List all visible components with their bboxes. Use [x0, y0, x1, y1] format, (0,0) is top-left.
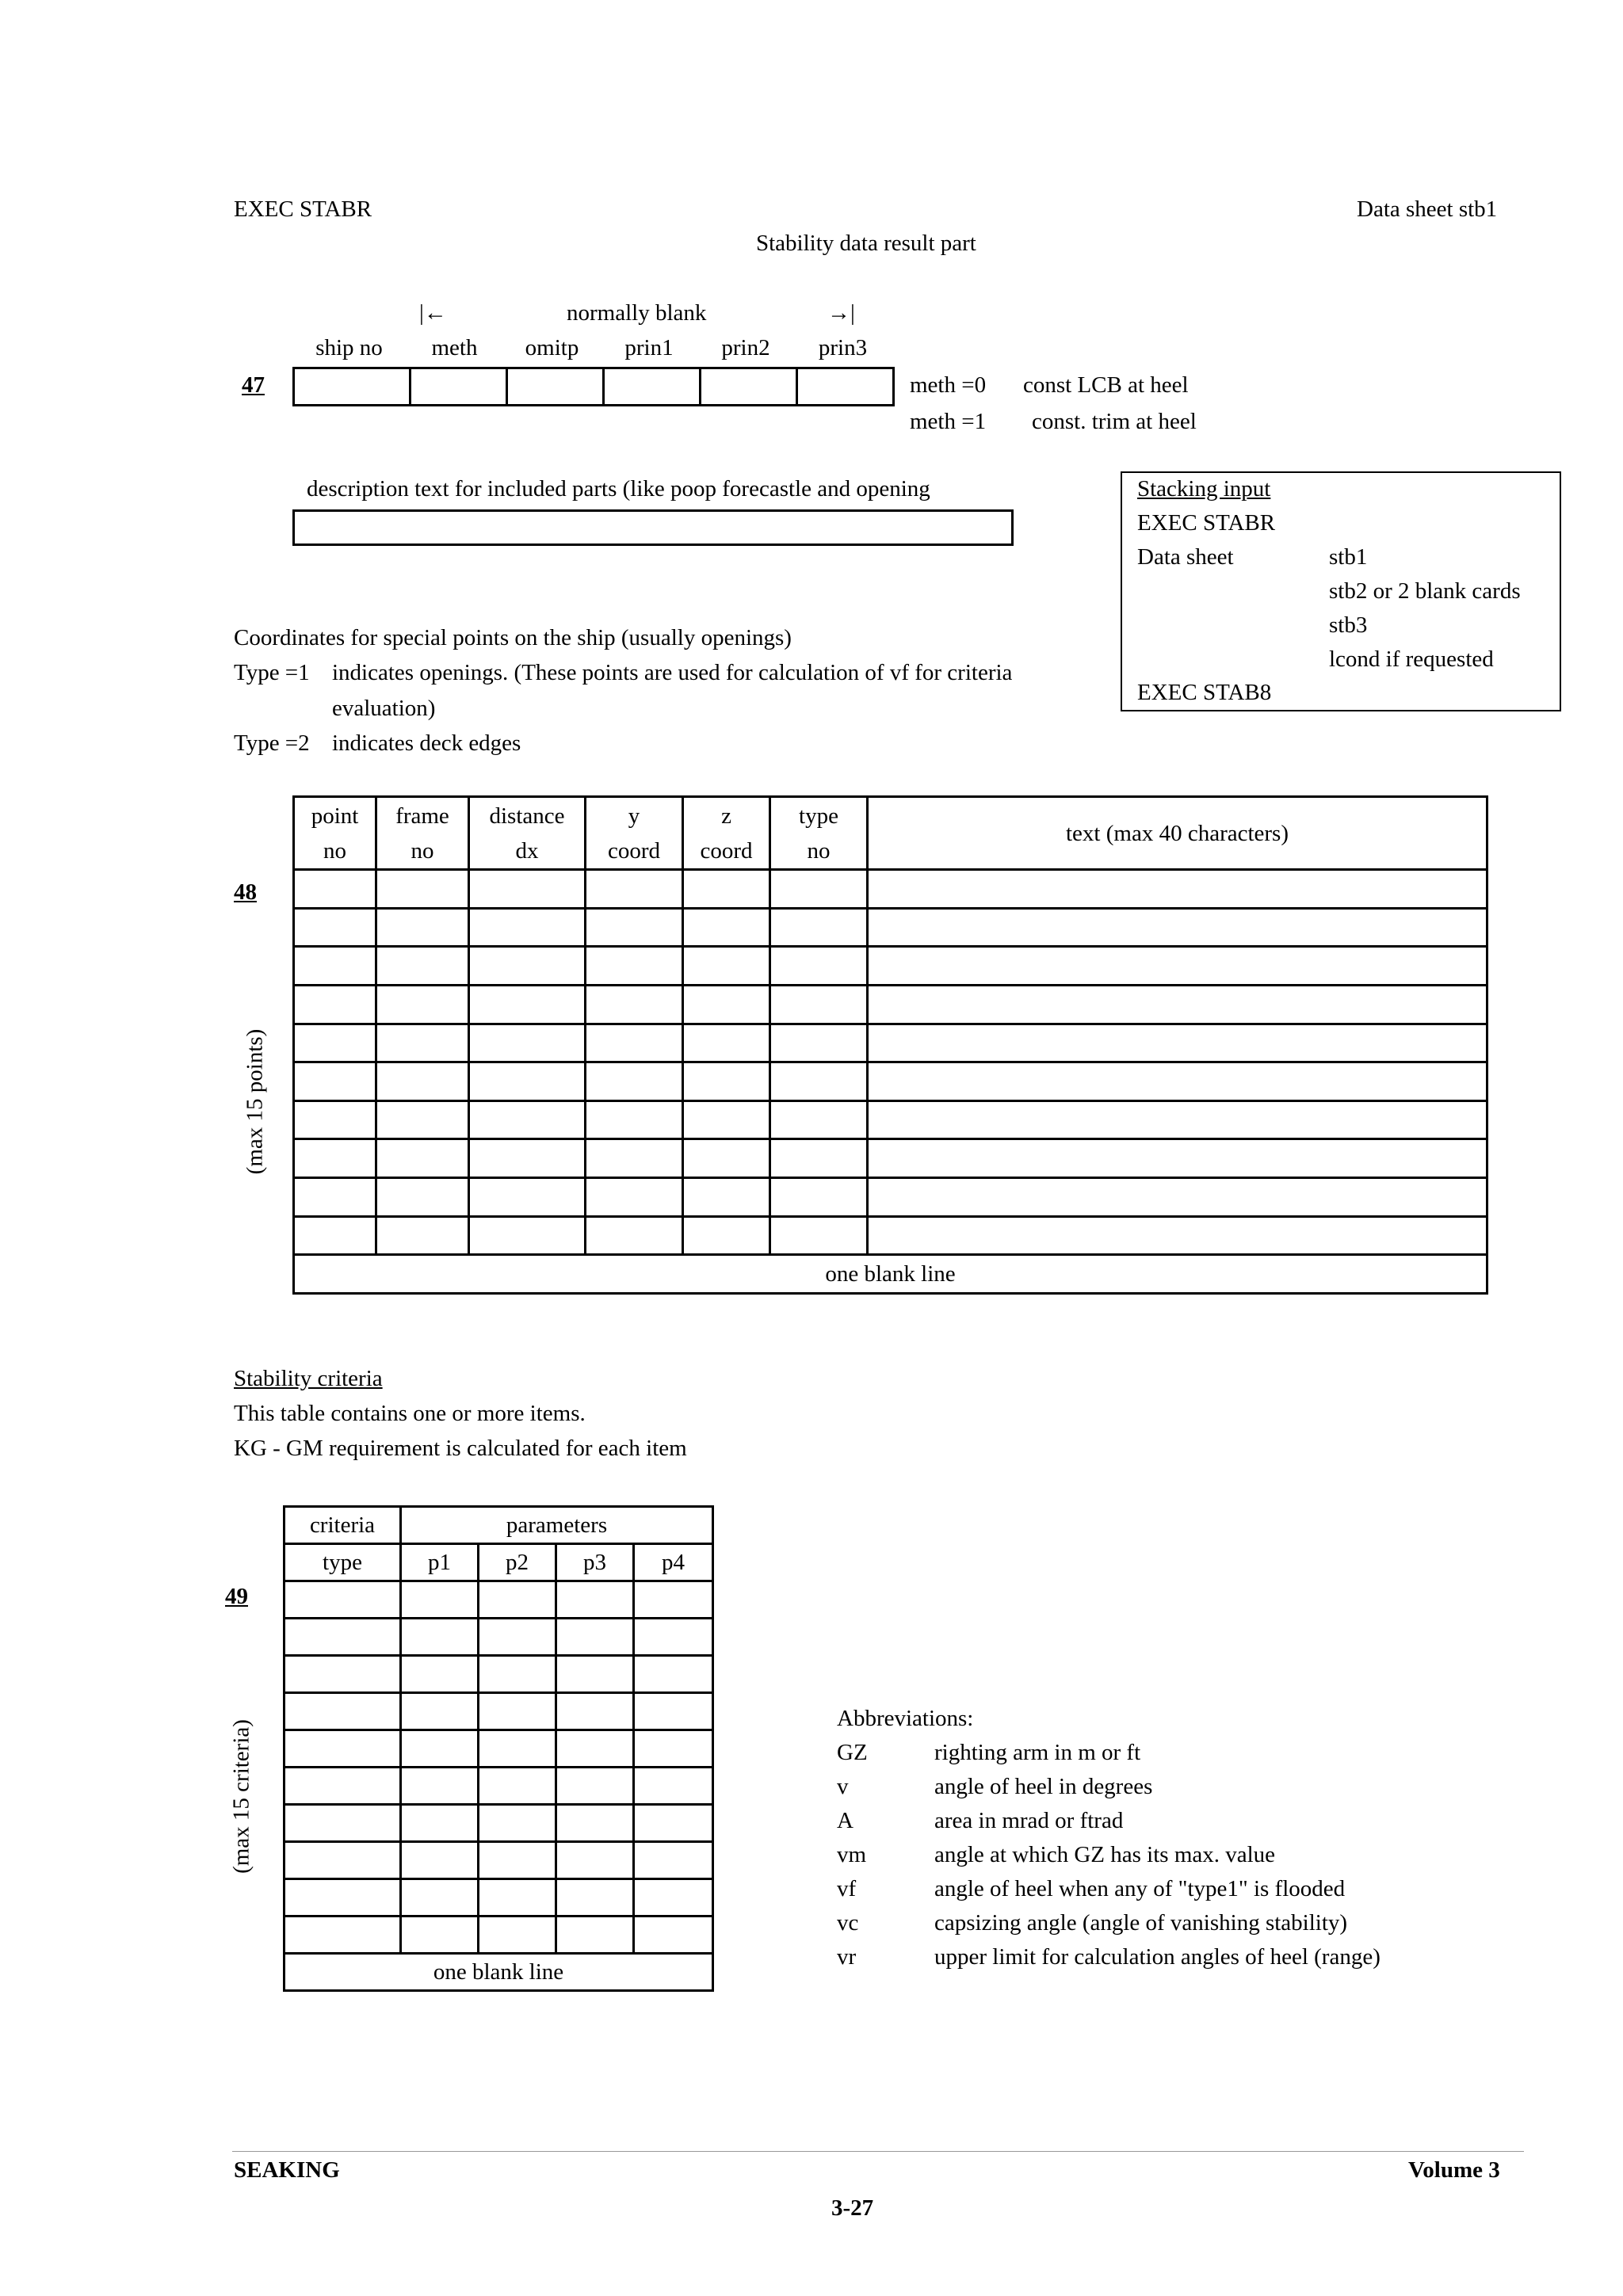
stacking-item: stb3: [1329, 612, 1368, 638]
header-parameters: parameters: [401, 1507, 713, 1544]
type1-key: Type =1: [234, 660, 310, 685]
input-cell[interactable]: [770, 986, 868, 1024]
footer-left: SEAKING: [234, 2157, 340, 2183]
description-label: description text for included parts (like poop forecastle and opening: [307, 476, 930, 502]
input-cell[interactable]: [868, 947, 1487, 986]
meth1-desc: const. trim at heel: [1032, 409, 1197, 434]
input-cell[interactable]: [294, 1178, 376, 1217]
input-cell[interactable]: [376, 908, 469, 947]
table-row: [294, 1216, 1487, 1255]
input-cell[interactable]: [556, 1917, 634, 1954]
input-cell[interactable]: [401, 1805, 479, 1842]
input-cell[interactable]: [479, 1879, 556, 1917]
input-cell[interactable]: [479, 1917, 556, 1954]
abbreviation-key: A: [837, 1808, 854, 1833]
input-cell[interactable]: [586, 1062, 683, 1101]
table-row: [285, 1619, 713, 1656]
header-p1: p1: [401, 1544, 479, 1581]
input-cell[interactable]: [401, 1730, 479, 1768]
input-cell[interactable]: [376, 1062, 469, 1101]
stacking-line1: EXEC STABR: [1137, 510, 1276, 536]
input-cell[interactable]: [285, 1619, 401, 1656]
input-cell[interactable]: [683, 986, 770, 1024]
input-cell[interactable]: [586, 1100, 683, 1139]
input-cell[interactable]: [479, 1619, 556, 1656]
input-cell[interactable]: [401, 1693, 479, 1730]
input-cell[interactable]: [683, 1062, 770, 1101]
input-cell[interactable]: [770, 1100, 868, 1139]
stacking-input-box: [1121, 471, 1561, 711]
input-cell[interactable]: [586, 1216, 683, 1255]
header-criteria: criteria: [285, 1507, 401, 1544]
input-cell[interactable]: [556, 1805, 634, 1842]
stacking-item: stb2 or 2 blank cards: [1329, 578, 1521, 604]
input-cell[interactable]: [294, 870, 376, 909]
input-cell[interactable]: [285, 1693, 401, 1730]
input-cell[interactable]: [479, 1805, 556, 1842]
input-cell[interactable]: [294, 1024, 376, 1062]
page-number: 3-27: [831, 2195, 874, 2221]
input-cell[interactable]: [586, 986, 683, 1024]
input-cell[interactable]: [376, 1139, 469, 1178]
table-row: [285, 1917, 713, 1954]
input-cell[interactable]: [285, 1842, 401, 1879]
meth0-desc: const LCB at heel: [1023, 372, 1189, 398]
card-number-47: 47: [242, 372, 265, 398]
input-cell[interactable]: [683, 870, 770, 909]
blank-line-48: one blank line: [294, 1255, 1487, 1294]
input-cell[interactable]: [683, 1100, 770, 1139]
arrow-left: |←: [419, 300, 447, 326]
table-row: [294, 1139, 1487, 1178]
abbreviation-desc: angle at which GZ has its max. value: [934, 1842, 1276, 1867]
table-row: [285, 1879, 713, 1917]
input-cell[interactable]: [634, 1879, 713, 1917]
field-omitp[interactable]: [507, 368, 604, 406]
input-cell[interactable]: [634, 1842, 713, 1879]
input-cell[interactable]: [376, 947, 469, 986]
input-cell[interactable]: [770, 1024, 868, 1062]
arrow-label: normally blank: [567, 300, 707, 326]
input-cell[interactable]: [294, 986, 376, 1024]
criteria-line2: KG - GM requirement is calculated for each item: [234, 1436, 687, 1461]
input-cell[interactable]: [285, 1879, 401, 1917]
input-cell[interactable]: [294, 1216, 376, 1255]
input-cell[interactable]: [556, 1768, 634, 1805]
input-cell[interactable]: [586, 1139, 683, 1178]
meth0-key: meth =0: [910, 372, 987, 398]
input-cell[interactable]: [556, 1693, 634, 1730]
card-number-49: 49: [225, 1584, 248, 1609]
input-cell[interactable]: [556, 1619, 634, 1656]
input-cell[interactable]: [556, 1842, 634, 1879]
abbreviation-key: vf: [837, 1876, 857, 1901]
stacking-item: stb1: [1329, 544, 1368, 570]
footer-divider: [232, 2151, 1524, 2152]
input-cell[interactable]: [770, 947, 868, 986]
field-ship-no[interactable]: [294, 368, 411, 406]
input-cell[interactable]: [634, 1730, 713, 1768]
input-cell[interactable]: [556, 1656, 634, 1693]
col-label-prin2: prin2: [721, 335, 770, 360]
input-cell[interactable]: [469, 1216, 586, 1255]
abbreviation-desc: angle of heel when any of "type1" is flooded: [934, 1876, 1346, 1901]
table-row: [294, 947, 1487, 986]
table-row: [294, 870, 1487, 909]
table-row: [285, 1842, 713, 1879]
input-cell[interactable]: [376, 1178, 469, 1217]
input-cell[interactable]: [294, 1100, 376, 1139]
input-cell[interactable]: [770, 908, 868, 947]
header-type: type: [285, 1544, 401, 1581]
field-prin2[interactable]: [701, 368, 797, 406]
card47-input-row: [292, 367, 895, 406]
type2-desc: indicates deck edges: [332, 730, 521, 756]
type1-cont: evaluation): [332, 696, 436, 721]
header-z-coord: z coord: [683, 797, 770, 870]
input-cell[interactable]: [868, 1024, 1487, 1062]
input-cell[interactable]: [469, 986, 586, 1024]
input-cell[interactable]: [770, 1139, 868, 1178]
abbreviation-desc: righting arm in m or ft: [934, 1740, 1141, 1765]
header-type-no: type no: [770, 797, 868, 870]
input-cell[interactable]: [868, 1139, 1487, 1178]
input-cell[interactable]: [469, 1139, 586, 1178]
col-label-prin1: prin1: [624, 335, 674, 360]
criteria-line1: This table contains one or more items.: [234, 1401, 586, 1426]
input-cell[interactable]: [401, 1656, 479, 1693]
card48-side-label: (max 15 points): [242, 1028, 268, 1175]
field-prin3[interactable]: [797, 368, 894, 406]
input-cell[interactable]: [868, 908, 1487, 947]
input-cell[interactable]: [479, 1730, 556, 1768]
table-row: [294, 1178, 1487, 1217]
table-row: [285, 1768, 713, 1805]
input-cell[interactable]: [868, 1062, 1487, 1101]
input-cell[interactable]: [479, 1693, 556, 1730]
table-row: [294, 908, 1487, 947]
input-cell[interactable]: [586, 870, 683, 909]
abbreviation-desc: capsizing angle (angle of vanishing stability): [934, 1910, 1348, 1936]
table-row: [294, 1100, 1487, 1139]
input-cell[interactable]: [376, 870, 469, 909]
card49-side-label: (max 15 criteria): [228, 1719, 254, 1874]
input-cell[interactable]: [294, 1062, 376, 1101]
abbreviation-desc: area in mrad or ftrad: [934, 1808, 1124, 1833]
input-cell[interactable]: [376, 1100, 469, 1139]
header-text: text (max 40 characters): [868, 797, 1487, 870]
table-row: [294, 1024, 1487, 1062]
header-p4: p4: [634, 1544, 713, 1581]
input-cell[interactable]: [868, 870, 1487, 909]
description-field[interactable]: [292, 509, 1014, 546]
input-cell[interactable]: [634, 1917, 713, 1954]
header-distance-dx: distance dx: [469, 797, 586, 870]
input-cell[interactable]: [469, 1062, 586, 1101]
table-row: [285, 1581, 713, 1619]
table-row: [294, 986, 1487, 1024]
abbreviation-key: vm: [837, 1842, 867, 1867]
abbreviation-desc: angle of heel in degrees: [934, 1774, 1153, 1799]
abbreviation-key: v: [837, 1774, 849, 1799]
field-meth[interactable]: [411, 368, 507, 406]
table-row: [285, 1730, 713, 1768]
input-cell[interactable]: [683, 1216, 770, 1255]
input-cell[interactable]: [634, 1693, 713, 1730]
input-cell[interactable]: [294, 947, 376, 986]
abbreviation-key: GZ: [837, 1740, 868, 1765]
input-cell[interactable]: [868, 1178, 1487, 1217]
input-cell[interactable]: [401, 1768, 479, 1805]
stacking-last: EXEC STAB8: [1137, 680, 1272, 705]
input-cell[interactable]: [401, 1842, 479, 1879]
input-cell[interactable]: [683, 947, 770, 986]
col-label-ship-no: ship no: [315, 335, 383, 360]
header-center: Stability data result part: [756, 231, 976, 256]
criteria-title: Stability criteria: [234, 1366, 383, 1391]
footer-right: Volume 3: [1408, 2157, 1500, 2183]
table-row: [285, 1656, 713, 1693]
input-cell[interactable]: [770, 1216, 868, 1255]
input-cell[interactable]: [683, 1178, 770, 1217]
input-cell[interactable]: [469, 1178, 586, 1217]
input-cell[interactable]: [770, 1178, 868, 1217]
input-cell[interactable]: [634, 1768, 713, 1805]
input-cell[interactable]: [479, 1842, 556, 1879]
table-row: [285, 1693, 713, 1730]
input-cell[interactable]: [285, 1730, 401, 1768]
input-cell[interactable]: [285, 1917, 401, 1954]
input-cell[interactable]: [586, 1178, 683, 1217]
input-cell[interactable]: [294, 908, 376, 947]
header-frame-no: frame no: [376, 797, 469, 870]
header-right: Data sheet stb1: [1357, 196, 1498, 222]
input-cell[interactable]: [556, 1581, 634, 1619]
abbreviations-title: Abbreviations:: [837, 1706, 974, 1731]
field-prin1[interactable]: [604, 368, 701, 406]
input-cell[interactable]: [770, 1062, 868, 1101]
input-cell[interactable]: [683, 908, 770, 947]
input-cell[interactable]: [294, 1139, 376, 1178]
input-cell[interactable]: [634, 1805, 713, 1842]
input-cell[interactable]: [556, 1879, 634, 1917]
input-cell[interactable]: [586, 947, 683, 986]
meth1-key: meth =1: [910, 409, 987, 434]
header-p2: p2: [479, 1544, 556, 1581]
input-cell[interactable]: [683, 1139, 770, 1178]
col-label-meth: meth: [431, 335, 478, 360]
type1-desc: indicates openings. (These points are used for calculation of vf for criteria: [332, 660, 1013, 685]
col-label-omitp: omitp: [525, 335, 579, 360]
input-cell[interactable]: [469, 1024, 586, 1062]
input-cell[interactable]: [479, 1656, 556, 1693]
input-cell[interactable]: [376, 1024, 469, 1062]
input-cell[interactable]: [586, 1024, 683, 1062]
arrow-right: →|: [827, 300, 855, 326]
abbreviation-key: vr: [837, 1944, 857, 1970]
input-cell[interactable]: [868, 1216, 1487, 1255]
input-cell[interactable]: [376, 986, 469, 1024]
stacking-item: lcond if requested: [1329, 646, 1494, 672]
input-cell[interactable]: [683, 1024, 770, 1062]
input-cell[interactable]: [401, 1917, 479, 1954]
coords-intro: Coordinates for special points on the ship (usually openings): [234, 625, 792, 650]
card-number-48: 48: [234, 879, 257, 905]
header-point-no: point no: [294, 797, 376, 870]
stacking-title: Stacking input: [1137, 476, 1271, 502]
table-row: [285, 1805, 713, 1842]
input-cell[interactable]: [469, 1100, 586, 1139]
input-cell[interactable]: [469, 947, 586, 986]
input-cell[interactable]: [556, 1730, 634, 1768]
input-cell[interactable]: [285, 1768, 401, 1805]
input-cell[interactable]: [401, 1581, 479, 1619]
input-cell[interactable]: [868, 1100, 1487, 1139]
input-cell[interactable]: [401, 1619, 479, 1656]
input-cell[interactable]: [479, 1581, 556, 1619]
header-left: EXEC STABR: [234, 196, 372, 222]
criteria-table: [283, 1505, 714, 1992]
abbreviation-desc: upper limit for calculation angles of heel (range): [934, 1944, 1381, 1970]
input-cell[interactable]: [770, 870, 868, 909]
points-table: [292, 795, 1488, 1295]
stacking-data-sheet-label: Data sheet: [1137, 544, 1234, 570]
table-row: [294, 1062, 1487, 1101]
type2-key: Type =2: [234, 730, 310, 756]
input-cell[interactable]: [285, 1805, 401, 1842]
input-cell[interactable]: [469, 908, 586, 947]
blank-line-49: one blank line: [285, 1954, 713, 1991]
input-cell[interactable]: [285, 1581, 401, 1619]
input-cell[interactable]: [586, 908, 683, 947]
header-y-coord: y coord: [586, 797, 683, 870]
input-cell[interactable]: [376, 1216, 469, 1255]
input-cell[interactable]: [479, 1768, 556, 1805]
input-cell[interactable]: [868, 986, 1487, 1024]
input-cell[interactable]: [634, 1581, 713, 1619]
col-label-prin3: prin3: [818, 335, 868, 360]
input-cell[interactable]: [401, 1879, 479, 1917]
input-cell[interactable]: [469, 870, 586, 909]
input-cell[interactable]: [634, 1619, 713, 1656]
input-cell[interactable]: [634, 1656, 713, 1693]
abbreviation-key: vc: [837, 1910, 859, 1936]
header-p3: p3: [556, 1544, 634, 1581]
input-cell[interactable]: [285, 1656, 401, 1693]
